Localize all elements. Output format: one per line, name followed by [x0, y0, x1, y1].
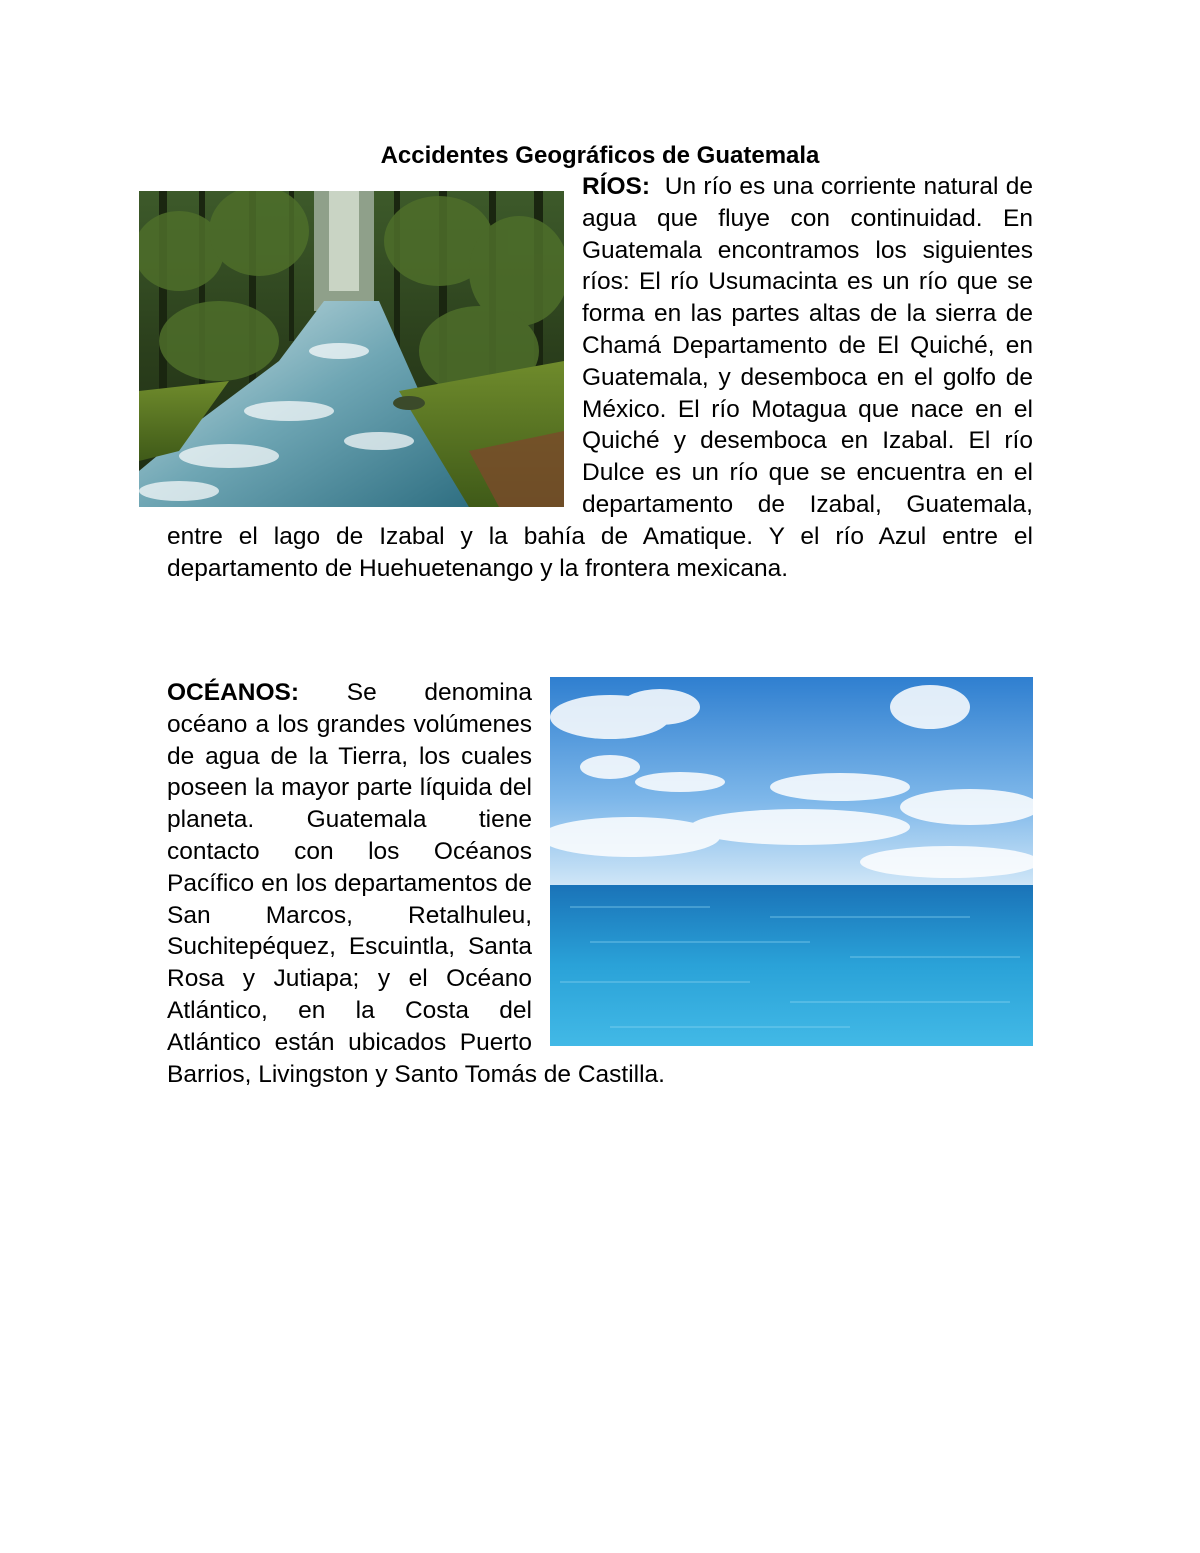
oceanos-paragraph: Se denomina océano a los grandes volúmenes de agua de la Tierra, los cuales poseen la mayor parte líquida del planeta. Guatemala tiene contacto con los Océanos Pacífico en los departamentos de San Marcos, Retalhuleu, Suchitepéquez, Escuintla, Santa Rosa y Jutiapa; y el Océano Atlántico, en la Costa del Atlántico están ubicados Puerto Barrios, Livingston y Santo Tomás de Castilla. — [167, 679, 665, 1088]
section-rios — [167, 171, 1033, 584]
page-title: Accidentes Geográficos de Guatemala — [380, 142, 820, 169]
river-forest-photo — [139, 191, 564, 507]
rios-heading: RÍOS: — [582, 173, 651, 200]
ocean-sky-photo — [550, 677, 1033, 1046]
oceanos-heading: OCÉANOS: — [167, 679, 300, 706]
rios-paragraph: Un río es una corriente natural de agua que fluye con continuidad. En Guatemala encontramos los siguientes ríos: El río Usumacinta es un río que se forma en las partes altas de la sierra de Chamá Departamento de El Quiché, en Guatemala, y desemboca en el golfo de México. El río Motagua que nace en el Quiché y desemboca en Izabal. El río Dulce es un río que se encuentra en el departamento de Izabal, Guatemala, entre el lago de Izabal y la bahía de Amatique. Y el río Azul entre el departamento de Huehuetenango y la frontera mexicana. — [167, 173, 1033, 582]
section-oceanos — [167, 677, 1033, 1090]
